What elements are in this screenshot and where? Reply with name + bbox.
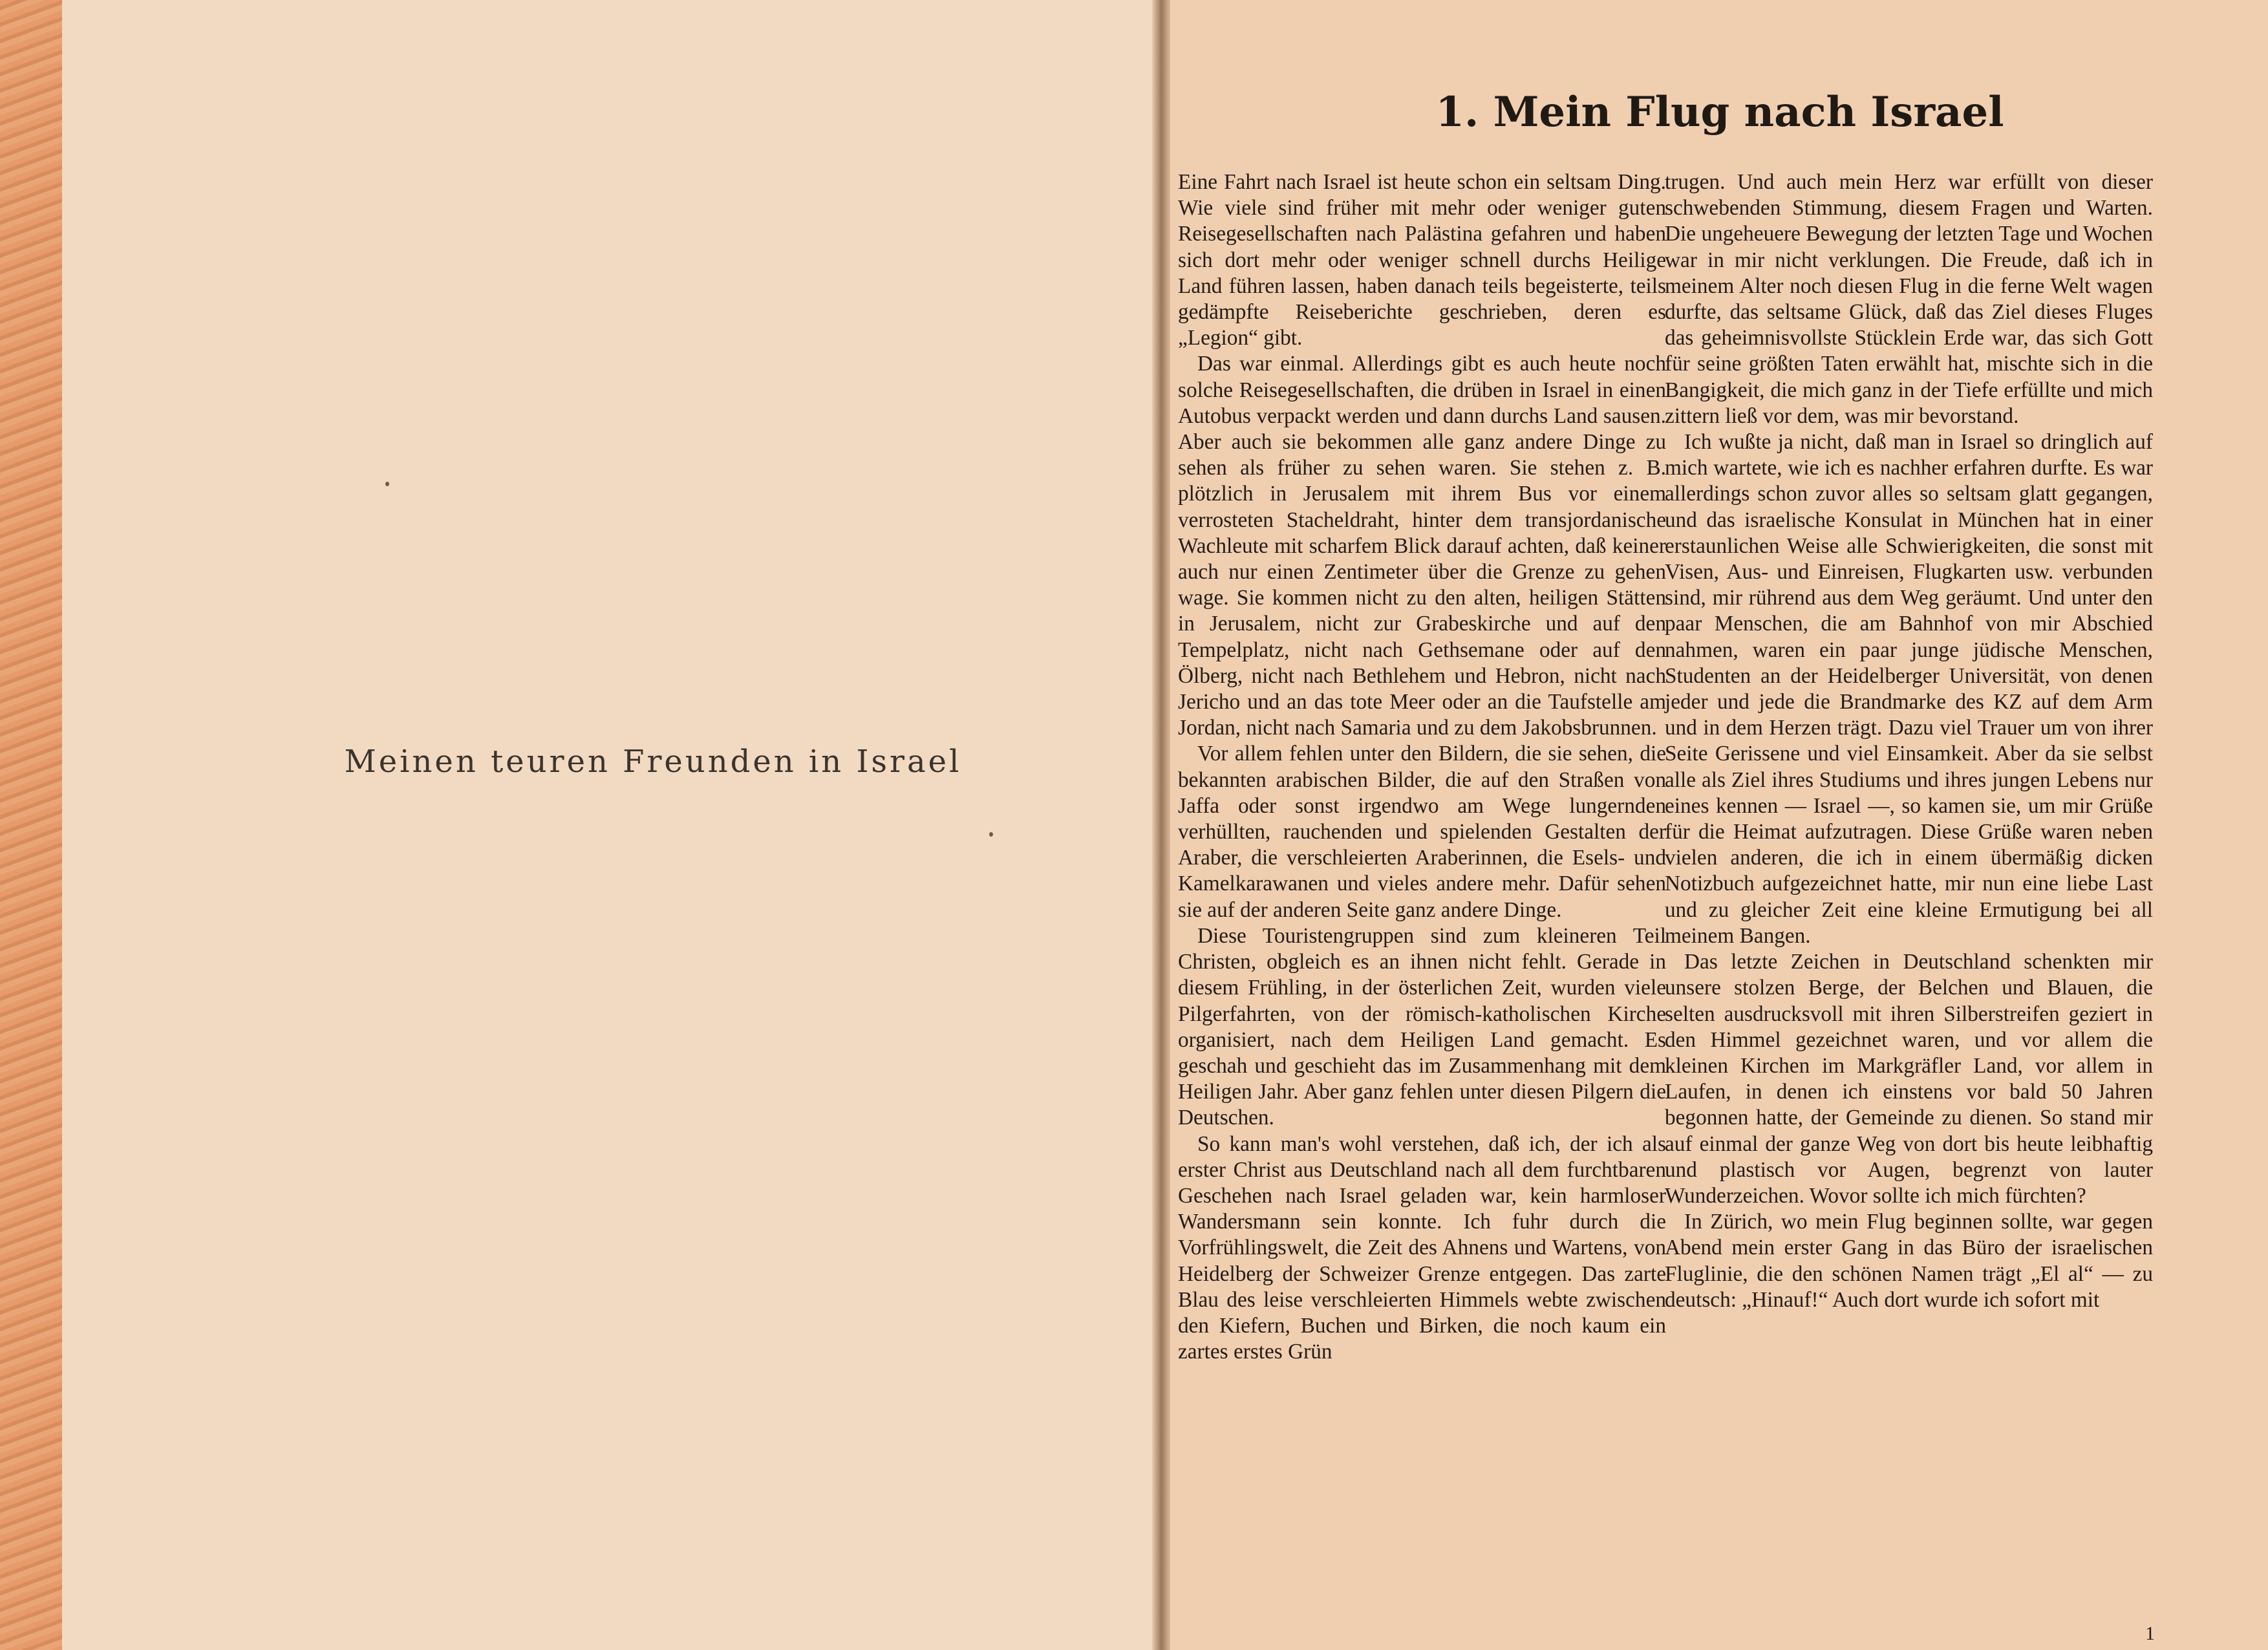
paragraph: In Zürich, wo mein Flug beginnen sollte, war gegen Abend mein erster Gang in das Büro der israelischen Fluglinie, die den schönen Namen trägt „El al“ — zu deutsch: „Hinauf!“ Auch dort wurde ich sofort mit [1665,1210,2153,1312]
left-page [62,0,1161,1650]
text-column-right [1665,169,2153,1313]
page-number: 1 [2145,1623,2155,1644]
paragraph: Vor allem fehlen unter den Bildern, die sie sehen, die bekannten arabischen Bilder, die auf den Straßen von Jaffa oder sonst irgendwo am Wege lungernden verhüllten, rauchenden und spielenden Gestalten der Araber, die verschleierten Araberinnen, die Esels- und Kamelkarawanen und vieles andere mehr. Dafür sehen sie auf der anderen Seite ganz andere Dinge. [1178,742,1666,922]
paragraph: Eine Fahrt nach Israel ist heute schon ein seltsam Ding. Wie viele sind früher mit mehr oder weniger guten Reisegesellschaften nach Palästina gefahren und haben sich dort mehr oder weniger schnell durchs Heilige Land führen lassen, haben danach teils begeisterte, teils gedämpfte Reiseberichte geschrieben, deren es „Legion“ gibt. [1178,170,1666,350]
paper-speck [385,482,389,486]
paragraph: Ich wußte ja nicht, daß man in Israel so dringlich auf mich wartete, wie ich es nachher erfahren durfte. Es war allerdings schon zuvor alles so seltsam glatt gegangen, und das israelische Konsulat in München hat in einer erstaunlichen Weise alle Schwierigkeiten, die sonst mit Visen, Aus- und Einreisen, Flugkarten usw. verbunden sind, mir rührend aus dem Weg geräumt. Und unter den paar Menschen, die am Bahnhof von mir Abschied nahmen, waren ein paar junge jüdische Menschen, Studenten an der Heidelberger Universität, von denen jeder und jede die Brandmarke des KZ auf dem Arm und in dem Herzen trägt. Dazu viel Trauer um von ihrer Seite Gerissene und viel Einsamkeit. Aber da sie selbst alle als Ziel ihres Studiums und ihres jungen Lebens nur eines kennen — Israel —, so kamen sie, um mir Grüße für die Heimat aufzutragen. Diese Grüße waren neben vielen anderen, die ich in einem übermäßig dicken Notizbuch aufgezeichnet hatte, mir nun eine liebe Last und zu gleicher Zeit eine kleine Ermutigung bei all meinem Bangen. [1665,430,2153,948]
text-column-left [1178,169,1666,1365]
paper-speck [989,832,993,837]
paragraph: Das war einmal. Allerdings gibt es auch heute noch solche Reisegesellschaften, die drüben in Israel in einen Autobus verpackt werden und dann durchs Land sausen. Aber auch sie bekommen alle ganz andere Dinge zu sehen als früher zu sehen waren. Sie stehen z. B. plötzlich in Jerusalem mit ihrem Bus vor einem verrosteten Stacheldraht, hinter dem transjordanische Wachleute mit scharfem Blick darauf achten, daß keiner auch nur einen Zentimeter über die Grenze zu gehen wage. Sie kommen nicht zu den alten, heiligen Stätten in Jerusalem, nicht zur Grabeskirche und auf den Tempelplatz, nicht nach Gethsemane oder auf den Ölberg, nicht nach Bethlehem und Hebron, nicht nach Jericho und an das tote Meer oder an die Taufstelle am Jordan, nicht nach Samaria und zu dem Jakobsbrunnen. [1178,352,1666,740]
paragraph: So kann man's wohl verstehen, daß ich, der ich als erster Christ aus Deutschland nach all dem furchtbaren Geschehen nach Israel geladen war, kein harmloser Wandersmann sein konnte. Ich fuhr durch die Vorfrühlingswelt, die Zeit des Ahnens und Wartens, von Heidelberg der Schweizer Grenze entgegen. Das zarte Blau des leise verschleierten Himmels webte zwischen den Kiefern, Buchen und Birken, die noch kaum ein zartes erstes Grün [1178,1131,1666,1364]
paragraph: Das letzte Zeichen in Deutschland schenkten mir unsere stolzen Berge, der Belchen und Blauen, die selten ausdrucksvoll mit ihren Silberstreifen geziert in den Himmel gezeichnet waren, und vor allem die kleinen Kirchen im Markgräfler Land, vor allem in Laufen, in denen ich einstens vor bald 50 Jahren begonnen hatte, der Gemeinde zu dienen. So stand mir auf einmal der ganze Weg von dort bis heute leibhaftig und plastisch vor Augen, begrenzt von lauter Wunderzeichen. Wovor sollte ich mich fürchten? [1665,950,2153,1208]
paragraph: trugen. Und auch mein Herz war erfüllt von dieser schwebenden Stimmung, diesem Fragen und Warten. Die ungeheuere Bewegung der letzten Tage und Wochen war in mir nicht verklungen. Die Freude, daß ich in meinem Alter noch diesen Flug in die ferne Welt wagen durfte, das seltsame Glück, daß das Ziel dieses Fluges das geheimnisvollste Stücklein Erde war, das sich Gott für seine größten Taten erwählt hat, mischte sich in die Bangigkeit, die mich ganz in der Tiefe erfüllte und mich zittern ließ vor dem, was mir bevorstand. [1665,170,2153,428]
paragraph: Diese Touristengruppen sind zum kleineren Teil Christen, obgleich es an ihnen nicht fehlt. Gerade in diesem Frühling, in der österlichen Zeit, wurden viele Pilgerfahrten, von der römisch-katholischen Kirche organisiert, nach dem Heiligen Land gemacht. Es geschah und geschieht das im Zusammenhang mit dem Heiligen Jahr. Aber ganz fehlen unter diesen Pilgern die Deutschen. [1178,923,1666,1130]
dedication-text: Meinen teuren Freunden in Israel [344,744,962,780]
chapter-title: 1. Mein Flug nach Israel [1435,88,2004,136]
book-cover-edge [0,0,62,1650]
